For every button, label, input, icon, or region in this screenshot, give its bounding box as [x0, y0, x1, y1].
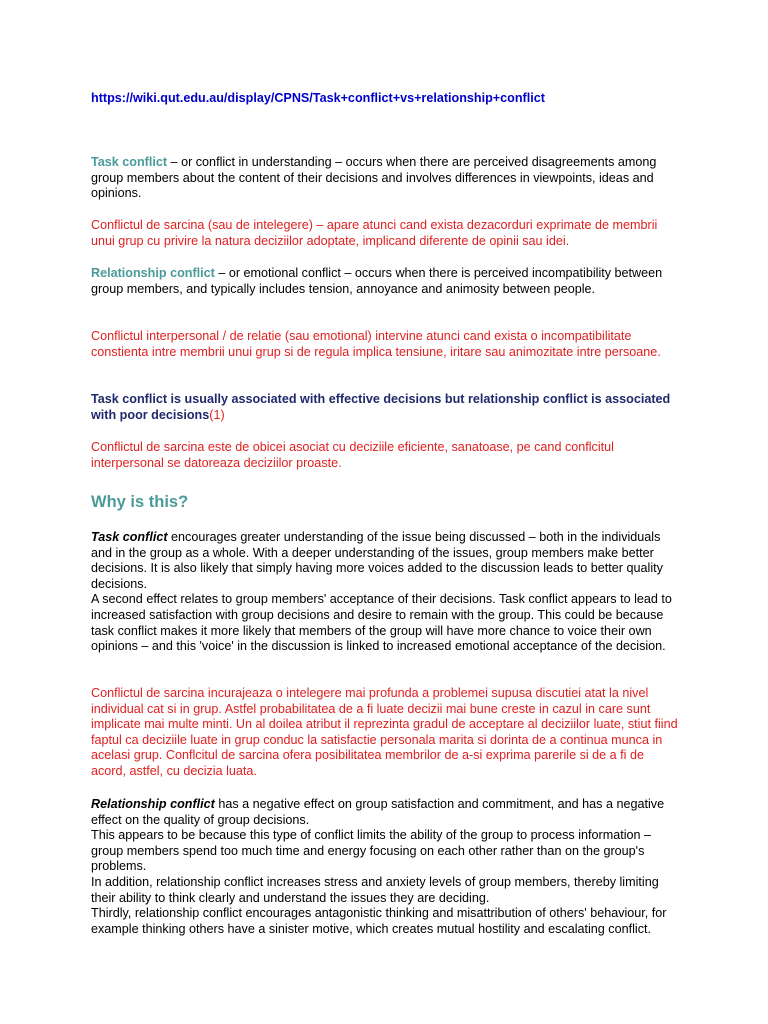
task-conflict-translation: Conflictul de sarcina (sau de intelegere) – apare atunci cand exista dezacorduri exprimate de membrii unui grup cu privire la natura deciziilor adoptate, implicand diferente de opinii sau idei.: [91, 218, 658, 248]
why-task-text-2: A second effect relates to group members' acceptance of their decisions. Task conflict appears to lead to increased satisfaction with group decisions and desire to remain with the group. This could be because task conflict makes it more likely that members of the group will have more chance to voice their own opinions – and this 'voice' in the discussion is linked to increased emotional acceptance of the decision.: [91, 592, 672, 654]
relationship-conflict-term: Relationship conflict: [91, 266, 215, 280]
why-heading: Why is this?: [91, 493, 189, 511]
summary-statement: [91, 392, 681, 423]
source-link[interactable]: https://wiki.qut.edu.au/display/CPNS/Task+conflict+vs+relationship+conflict: [91, 91, 545, 105]
why-relationship-paragraph: [91, 797, 681, 937]
why-relationship-text-3: In addition, relationship conflict increases stress and anxiety levels of group members, thereby limiting their ability to think clearly and understand the issues they are deciding.: [91, 874, 659, 905]
why-relationship-text-4: Thirdly, relationship conflict encourages antagonistic thinking and misattribution of others' behaviour, for example thinking others have a sinister motive, which creates mutual hostility and escalating conflict.: [91, 906, 667, 936]
why-task-paragraph: [91, 530, 681, 655]
why-task-text: encourages greater understanding of the issue being discussed – both in the individuals and in the group as a whole. With a deeper understanding of the issues, group members make better decisions. It is also likely that simply having more voices added to the discussion leads to better quality decisions.: [91, 530, 663, 591]
why-relationship-term: Relationship conflict: [91, 797, 215, 811]
why-task-term: Task conflict: [91, 530, 168, 544]
task-conflict-definition: [91, 155, 681, 202]
summary-text: Task conflict is usually associated with effective decisions but relationship conflict is associated with poor decisions: [91, 392, 671, 422]
why-relationship-text-2: This appears to be because this type of conflict limits the ability of the group to process information – group members spend too much time and energy focusing on each other rather than on the group's problems.: [91, 828, 652, 874]
summary-translation: Conflictul de sarcina este de obicei asociat cu deciziile eficiente, sanatoase, pe cand conflcitul interpersonal se datoreaza deciziilor proaste.: [91, 440, 614, 470]
relationship-conflict-text: – or emotional conflict – occurs when there is perceived incompatibility between group members, and typically includes tension, annoyance and animosity between people.: [91, 266, 663, 296]
task-conflict-term: Task conflict: [91, 155, 168, 169]
relationship-conflict-translation: Conflictul interpersonal / de relatie (sau emotional) intervine atunci cand exista o incompatibilitate constienta intre membrii unui grup si de regula implica tensiune, iritare sau animozitate intre persoane.: [91, 329, 661, 359]
why-relationship-text: has a negative effect on group satisfaction and commitment, and has a negative effect on the quality of group decisions.: [91, 797, 665, 827]
why-task-translation: Conflictul de sarcina incurajeaza o intelegere mai profunda a problemei supusa discutiei atat la nivel individual cat si in grup. Astfel probabilitatea de a fi luate decizii mai bune creste in cazul in care sunt implicate mai multe minti. Un al doilea atribut il reprezinta gradul de acceptare al deciziilor luate, stiut fiind faptul ca deciziile luate in grup conduc la satisfactie personala marita si dorinta de a continua munca in acelasi grup. Conflcitul de sarcina ofera posibilitatea membrilor de a-si exprima parerile si de a fi de acord, astfel, cu decizia luata.: [91, 686, 678, 778]
summary-reference[interactable]: (1): [209, 407, 225, 422]
relationship-conflict-definition: [91, 266, 681, 297]
task-conflict-text: – or conflict in understanding – occurs when there are perceived disagreements among group members about the content of their decisions and involves differences in viewpoints, ideas and opinions.: [91, 155, 657, 201]
